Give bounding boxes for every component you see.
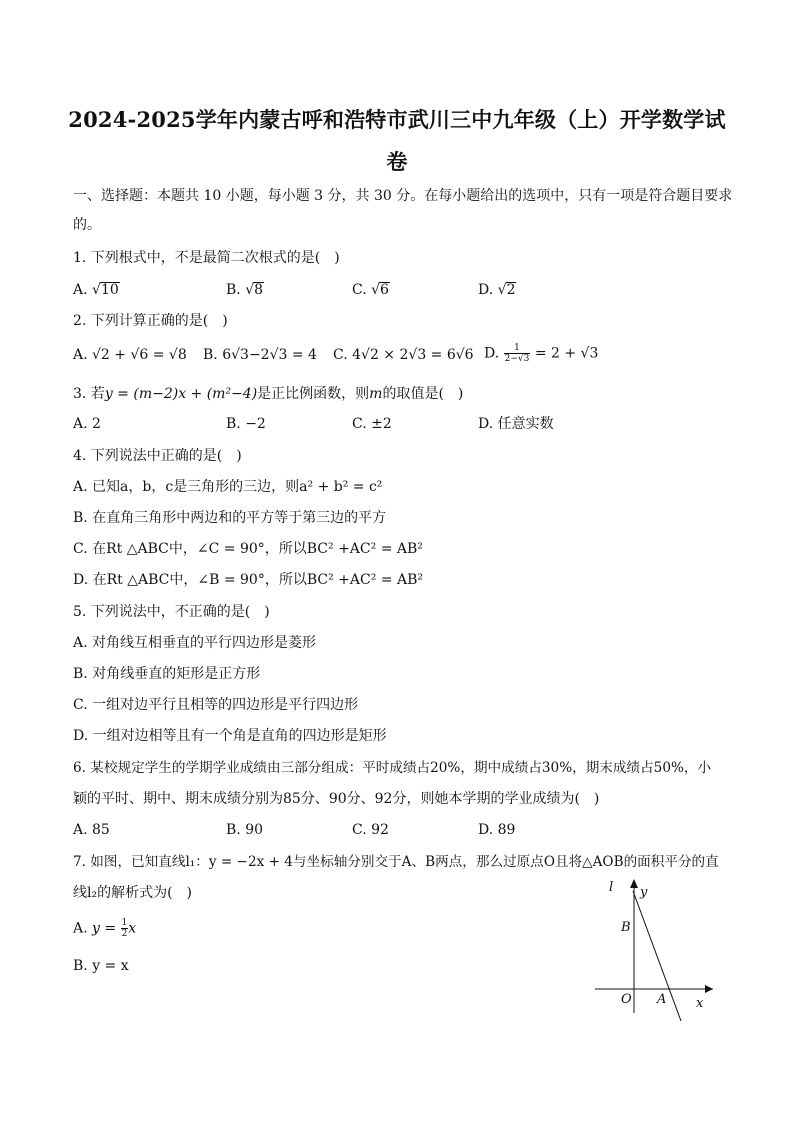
- stem-text: 3. 若: [73, 386, 105, 402]
- fraction-denominator: 2: [121, 929, 128, 939]
- stem-text: 的取值是( ): [382, 386, 464, 402]
- option-label: B.: [226, 822, 241, 838]
- label-x: x: [696, 996, 704, 1011]
- option-label: D.: [484, 345, 500, 362]
- question-2-option-b: [203, 345, 317, 365]
- question-4-stem: 4. 下列说法中正确的是( ): [73, 448, 242, 464]
- stem-equation: y = (m−2)x + (m²−4): [104, 386, 258, 402]
- option-value: 92: [371, 822, 389, 838]
- option-value: 2: [92, 416, 101, 432]
- option-label: D.: [478, 822, 494, 838]
- stem-variable: m: [369, 386, 383, 402]
- question-7-stem-line2: 线l₂的解析式为( ): [73, 885, 193, 901]
- option-value: −2: [245, 416, 266, 432]
- question-6-stem-line1: 6. 某校规定学生的学期学业成绩由三部分组成：平时成绩占20%，期中成绩占30%，期末成绩占50%，小: [73, 760, 712, 776]
- question-2-option-a: [73, 345, 187, 365]
- question-1-option-b: [226, 280, 264, 300]
- label-b: B: [621, 920, 631, 935]
- sqrt-symbol: √10: [92, 282, 119, 298]
- option-value: 89: [497, 822, 516, 838]
- fraction-numerator: 1: [504, 343, 531, 354]
- question-3-stem: [73, 384, 463, 404]
- option-expression: x: [128, 920, 137, 937]
- option-label: C.: [352, 282, 367, 298]
- sqrt-symbol: √2: [497, 282, 516, 298]
- question-4-option-b: B. 在直角三角形中两边和的平方等于第三边的平方: [73, 510, 387, 526]
- option-value: 90: [245, 822, 264, 838]
- option-expression: 6√3−2√3 = 4: [222, 347, 317, 363]
- fraction: [504, 343, 531, 364]
- question-1-option-c: [352, 280, 390, 300]
- radicand: 2: [506, 282, 516, 298]
- y-axis-arrow-icon: [630, 879, 638, 888]
- question-7-option-b: B. y = x: [73, 958, 129, 974]
- question-6-option-b: [226, 820, 263, 840]
- label-o: O: [621, 992, 632, 1007]
- option-expression: √2 + √6 = √8: [92, 347, 187, 363]
- question-4-option-d: D. 在Rt △ABC中，∠B = 90°，所以BC² +AC² = AB²: [73, 572, 423, 588]
- option-label: A.: [73, 416, 88, 432]
- option-label: C.: [333, 347, 348, 363]
- label-y: y: [640, 885, 648, 900]
- radicand: 8: [254, 282, 264, 298]
- fraction-numerator: 1: [121, 918, 128, 928]
- question-5-option-b: B. 对角线垂直的矩形是正方形: [73, 666, 261, 682]
- option-label: A.: [73, 282, 88, 298]
- x-axis-arrow-icon: [705, 985, 713, 993]
- question-3-option-d: [478, 414, 554, 434]
- question-7-option-a: [73, 918, 136, 939]
- question-5-stem: 5. 下列说法中，不正确的是( ): [73, 604, 270, 620]
- option-value: 85: [92, 822, 110, 838]
- question-5-option-d: D. 一组对边相等且有一个角是直角的四边形是矩形: [73, 728, 387, 744]
- option-label: A.: [73, 822, 88, 838]
- exam-title-line2: 卷: [386, 149, 408, 174]
- option-expression: y =: [92, 920, 117, 937]
- question-4-option-a: A. 已知a，b，c是三角形的三边，则a² + b² = c²: [73, 479, 383, 495]
- stem-text: 是正比例函数，则: [257, 386, 370, 402]
- exam-title-line1: 2024-2025学年内蒙古呼和浩特市武川三中九年级（上）开学数学试: [68, 107, 726, 132]
- question-6-option-c: [352, 820, 389, 840]
- question-4-option-c: C. 在Rt △ABC中，∠C = 90°，所以BC² +AC² = AB²: [73, 541, 423, 557]
- question-1-option-a: [73, 280, 120, 300]
- question-1-option-d: [478, 280, 516, 300]
- option-label: C.: [352, 416, 367, 432]
- option-label: A.: [73, 920, 88, 937]
- question-2-stem: 2. 下列计算正确的是( ): [73, 313, 228, 329]
- sqrt-symbol: √8: [245, 282, 264, 298]
- section-instructions-line1: 一、选择题：本题共 10 小题，每小题 3 分，共 30 分。在每小题给出的选项中，只有一项是符合题目要求: [73, 188, 733, 204]
- option-label: A.: [73, 347, 88, 363]
- option-label: B.: [226, 282, 241, 298]
- question-2-option-d: [484, 343, 598, 364]
- option-label: D.: [478, 282, 494, 298]
- option-label: B.: [226, 416, 241, 432]
- coordinate-figure: [585, 873, 725, 1023]
- question-1-stem: 1. 下列根式中，不是最简二次根式的是( ): [73, 250, 340, 266]
- option-label: B.: [203, 347, 218, 363]
- label-l: l: [609, 880, 614, 895]
- question-6-option-d: [478, 820, 515, 840]
- question-6-stem-line2: 颖的平时、期中、期末成绩分别为85分、90分、92分，则她本学期的学业成绩为( ): [73, 791, 600, 807]
- option-expression: = 2 + √3: [534, 345, 599, 362]
- question-3-option-b: [226, 414, 266, 434]
- question-3-option-a: [73, 414, 101, 434]
- option-expression: 4√2 × 2√3 = 6√6: [352, 347, 474, 363]
- label-a: A: [657, 992, 667, 1007]
- radicand: 6: [380, 282, 389, 298]
- option-label: D.: [478, 416, 494, 432]
- question-3-option-c: [352, 414, 392, 434]
- fraction-denominator: 2−√3: [504, 354, 530, 364]
- radicand: 10: [100, 282, 119, 298]
- option-label: C.: [352, 822, 367, 838]
- question-5-option-a: A. 对角线互相垂直的平行四边形是菱形: [73, 635, 317, 651]
- question-6-option-a: [73, 820, 110, 840]
- sqrt-symbol: √6: [371, 282, 389, 298]
- question-2-option-c: [333, 345, 474, 365]
- question-7-stem-line1: 7. 如图，已知直线l₁：y = −2x + 4与坐标轴分别交于A、B两点，那么过原点O且将△AOB的面积平分的直: [73, 854, 719, 870]
- option-value: ±2: [371, 416, 392, 432]
- question-5-option-c: C. 一组对边平行且相等的四边形是平行四边形: [73, 697, 359, 713]
- section-instructions-line2: 的。: [73, 217, 101, 233]
- option-value: 任意实数: [497, 416, 554, 432]
